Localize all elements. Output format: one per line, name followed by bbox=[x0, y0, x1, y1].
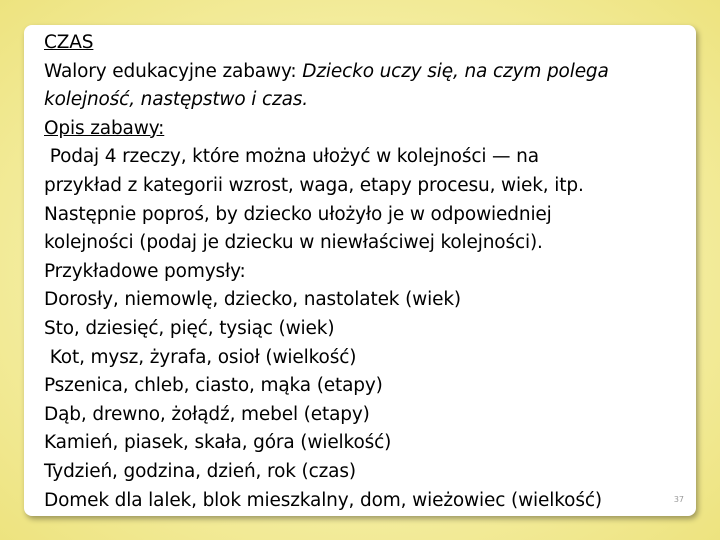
description-line: kolejności (podaj je dziecku w niewłaściwej kolejności). bbox=[44, 232, 543, 254]
educational-values-text-cont: kolejność, następstwo i czas. bbox=[44, 89, 309, 111]
example-item: Domek dla lalek, blok mieszkalny, dom, wieżowiec (wielkość) bbox=[44, 489, 602, 511]
educational-values-label: Walory edukacyjne zabawy: bbox=[44, 60, 303, 82]
slide-card bbox=[24, 25, 696, 516]
example-item: Dąb, drewno, żołądź, mebel (etapy) bbox=[44, 403, 370, 425]
example-item: Kamień, piasek, skała, góra (wielkość) bbox=[44, 432, 392, 454]
example-item: Sto, dziesięć, pięć, tysiąc (wiek) bbox=[44, 317, 335, 339]
description-heading: Opis zabawy: bbox=[44, 117, 165, 139]
description-line: Podaj 4 rzeczy, które można ułożyć w kolejności — na bbox=[44, 146, 539, 168]
examples-heading: Przykładowe pomysły: bbox=[44, 260, 246, 282]
slide-content bbox=[44, 29, 682, 515]
example-item: Kot, mysz, żyrafa, osioł (wielkość) bbox=[44, 346, 357, 368]
example-item: Tydzień, godzina, dzień, rok (czas) bbox=[44, 460, 356, 482]
educational-values-text: Dziecko uczy się, na czym polega bbox=[302, 60, 609, 82]
slide-title: CZAS bbox=[44, 32, 94, 53]
page-number: 37 bbox=[673, 495, 684, 504]
educational-values-line bbox=[44, 58, 682, 87]
example-item: Pszenica, chleb, ciasto, mąka (etapy) bbox=[44, 375, 383, 397]
description-line: Następnie poproś, by dziecko ułożyło je w odpowiedniej bbox=[44, 203, 552, 225]
description-line: przykład z kategorii wzrost, waga, etapy procesu, wiek, itp. bbox=[44, 174, 584, 196]
example-item: Dorosły, niemowlę, dziecko, nastolatek (wiek) bbox=[44, 289, 461, 311]
